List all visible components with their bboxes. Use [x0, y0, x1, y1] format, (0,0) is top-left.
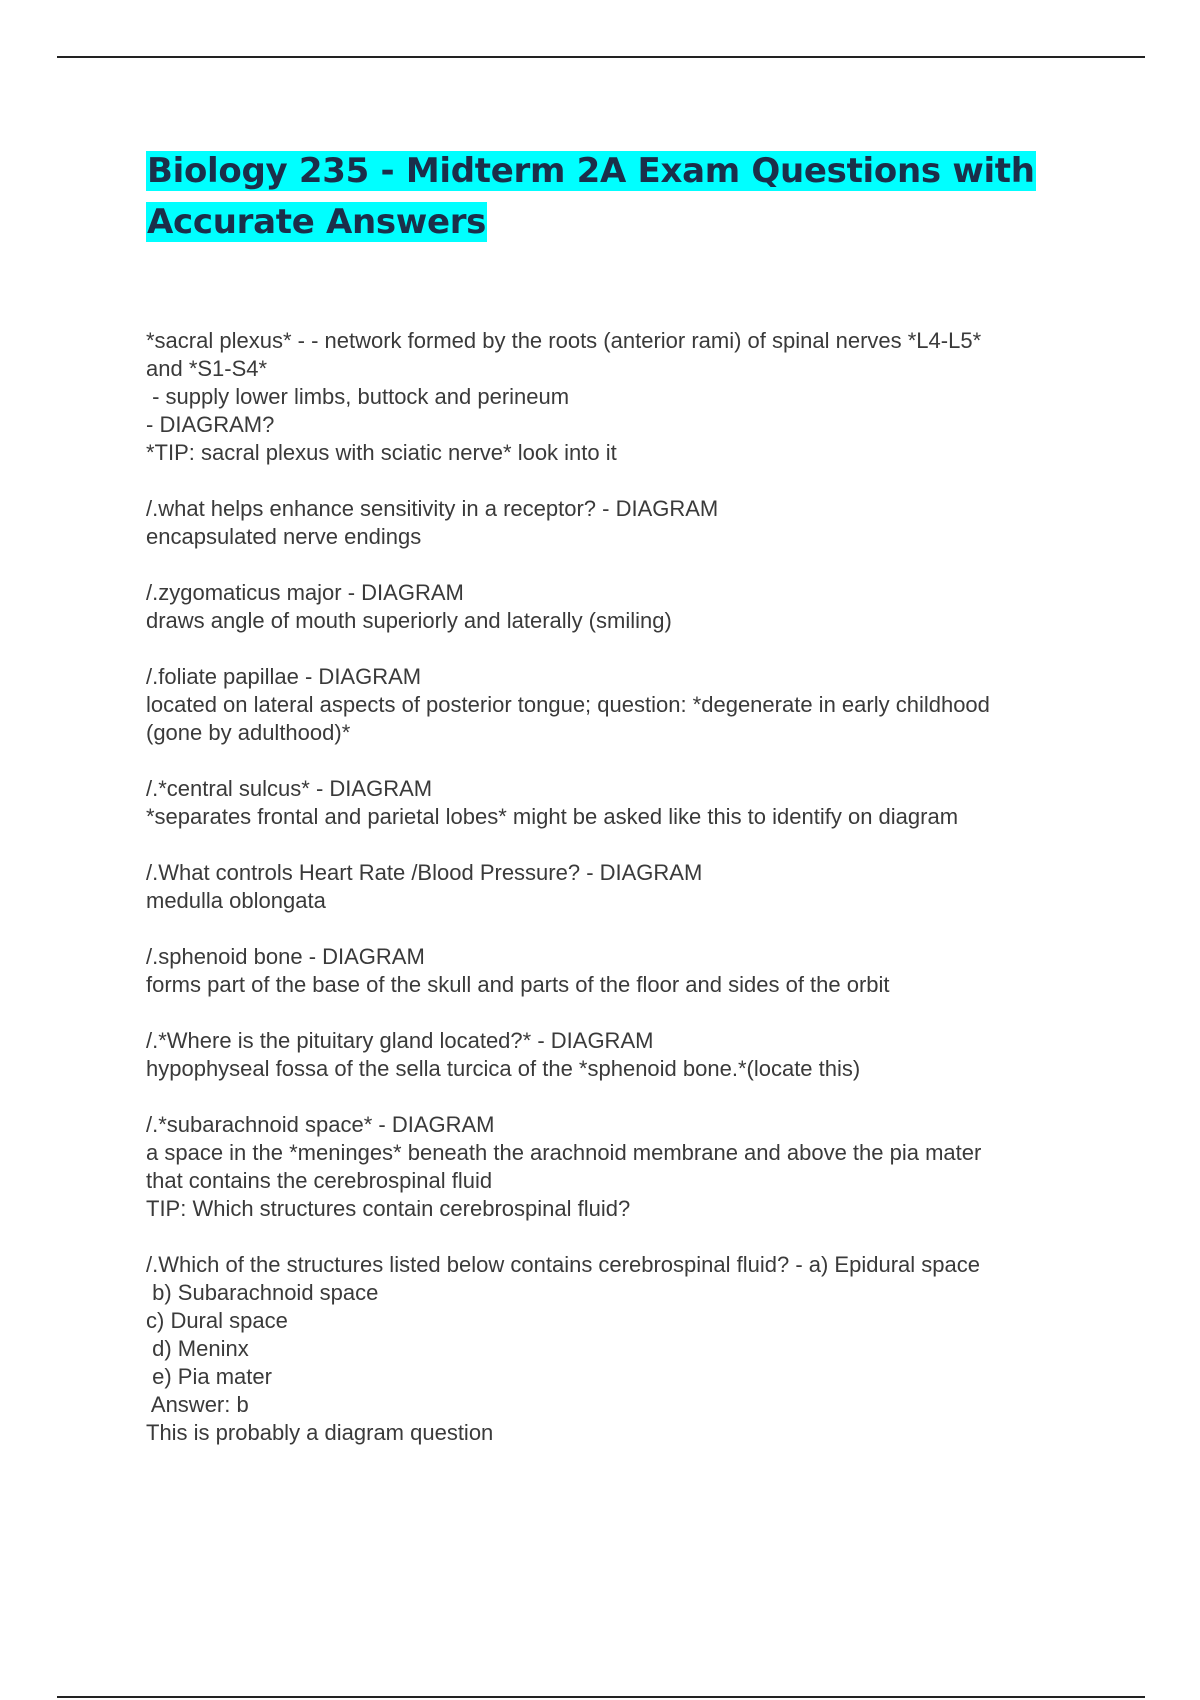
- qa-question-line: /.sphenoid bone - DIAGRAM: [146, 944, 425, 969]
- qa-answer-line: Answer: b: [146, 1392, 249, 1417]
- qa-block: [146, 495, 1106, 551]
- qa-answer-line: - supply lower limbs, buttock and perineum: [146, 384, 570, 409]
- qa-answer-line: draws angle of mouth superiorly and laterally (smiling): [146, 608, 672, 633]
- qa-block: [146, 943, 1106, 999]
- qa-answer-line: that contains the cerebrospinal fluid: [146, 1168, 493, 1193]
- qa-answer-line: hypophyseal fossa of the sella turcica of the *sphenoid bone.*(locate this): [146, 1056, 861, 1081]
- page-title: [146, 146, 1046, 248]
- qa-answer-line: d) Meninx: [146, 1336, 249, 1361]
- qa-question-line: /.*subarachnoid space* - DIAGRAM: [146, 1112, 495, 1137]
- qa-question-line: /.*central sulcus* - DIAGRAM: [146, 776, 433, 801]
- qa-question-line: /.*Where is the pituitary gland located?* - DIAGRAM: [146, 1028, 654, 1053]
- qa-block: [146, 327, 1106, 467]
- title-line-2: Accurate Answers: [147, 202, 487, 242]
- qa-question-line: *sacral plexus* - - network formed by the roots (anterior rami) of spinal nerves *L4-L5*: [146, 328, 982, 353]
- qa-answer-line: and *S1-S4*: [146, 356, 268, 381]
- qa-answer-line: This is probably a diagram question: [146, 1420, 494, 1445]
- qa-question-line: /.Which of the structures listed below contains cerebrospinal fluid? - a) Epidural space: [146, 1252, 980, 1277]
- title-line-1: Biology 235 - Midterm 2A Exam Questions with: [147, 151, 1035, 191]
- qa-question-line: /.what helps enhance sensitivity in a receptor? - DIAGRAM: [146, 496, 719, 521]
- qa-question-line: /.What controls Heart Rate /Blood Pressure? - DIAGRAM: [146, 860, 703, 885]
- top-rule: [57, 56, 1145, 58]
- qa-block: [146, 579, 1106, 635]
- qa-answer-line: TIP: Which structures contain cerebrospinal fluid?: [146, 1196, 631, 1221]
- qa-answer-line: *separates frontal and parietal lobes* might be asked like this to identify on diagram: [146, 804, 959, 829]
- qa-block: [146, 1251, 1106, 1447]
- qa-answer-line: - DIAGRAM?: [146, 412, 275, 437]
- qa-answer-line: medulla oblongata: [146, 888, 326, 913]
- qa-question-line: /.foliate papillae - DIAGRAM: [146, 664, 422, 689]
- qa-answer-line: b) Subarachnoid space: [146, 1280, 379, 1305]
- qa-answer-line: a space in the *meninges* beneath the arachnoid membrane and above the pia mater: [146, 1140, 982, 1165]
- qa-answer-line: e) Pia mater: [146, 1364, 272, 1389]
- qa-block: [146, 775, 1106, 831]
- qa-answer-line: c) Dural space: [146, 1308, 288, 1333]
- qa-block: [146, 859, 1106, 915]
- bottom-rule: [57, 1696, 1145, 1698]
- qa-content: [146, 327, 1106, 1475]
- qa-block: [146, 1111, 1106, 1223]
- qa-answer-line: forms part of the base of the skull and parts of the floor and sides of the orbit: [146, 972, 890, 997]
- qa-answer-line: *TIP: sacral plexus with sciatic nerve* look into it: [146, 440, 617, 465]
- qa-block: [146, 663, 1106, 747]
- qa-answer-line: encapsulated nerve endings: [146, 524, 422, 549]
- qa-block: [146, 1027, 1106, 1083]
- qa-question-line: /.zygomaticus major - DIAGRAM: [146, 580, 464, 605]
- qa-answer-line: (gone by adulthood)*: [146, 720, 351, 745]
- qa-answer-line: located on lateral aspects of posterior tongue; question: *degenerate in early childhood: [146, 692, 990, 717]
